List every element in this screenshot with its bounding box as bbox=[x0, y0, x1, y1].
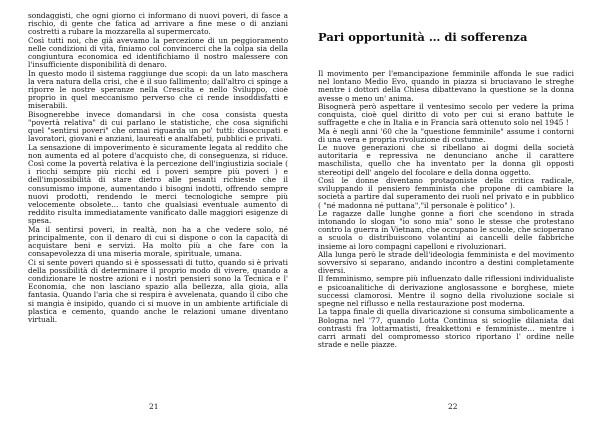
paragraph: Così tutti noi, che già avevamo la percezione di un peggioramento nelle condizioni di vita, finiamo col convincerci che la colpa sia della congiuntura economica ed identifichiamo il nostro malessere con l'insufficiente disponibilità di denaro. bbox=[28, 35, 288, 70]
page-number-left: 21 bbox=[149, 402, 159, 411]
paragraph: Ma è negli anni '60 che la "questione femminile" assume i contorni di una vera e propria rivoluzione di costume. bbox=[318, 126, 574, 144]
paragraph: La tappa finale di quella divaricazione si consuma simbolicamente a Bologna nel '77, quando Lotta Continua si scioglie dilaniata dai contrasti fra lottarmatisti, freakkettoni e femministe… mentre i carri armati del compromesso storico riportano l' ordine nelle strade e nelle piazze. bbox=[318, 307, 574, 350]
paragraph: Le nuove generazioni che si ribellano ai dogmi della società autoritaria e repressiva ne denunciano anche il carattere maschilista, quello che ha inventato per la donna gli opposti stereotipi dell' angelo del focolare e della donna oggetto. bbox=[318, 142, 574, 177]
paragraph: Alla lunga però le strade dell'ideologia femminista e del movimento sovversivo si separano, andando incontro a destini completamente diversi. bbox=[318, 249, 574, 276]
paragraph: Ci si sente poveri quando si è spossessati di tutto, quando si è privati della possibilità di determinare il proprio modo di vivere, quando a condizionare le nostre azioni e i nostri pensieri sono la Tecnica e l' Economia, che non lasciano spazio alla bellezza, alla gioia, alla fantasia. Quando l'aria che si respira è avvelenata, quando il cibo che si mangia è insipido, quando ci si muove in un ambiente artificiale di plastica e cemento, quando anche le relazioni umane diventano virtuali. bbox=[28, 257, 288, 325]
right-page-body bbox=[318, 70, 574, 349]
paragraph: In questo modo il sistema raggiunge due scopi: da un lato maschera la vera natura della crisi, che è il suo fallimento; dall'altro ci spinge a riporre le nostre speranze nella Crescita e nello Sviluppo, cioè proprio in quel meccanismo perverso che ci rende insoddisfatti e miserabili. bbox=[28, 68, 288, 111]
paragraph: Le ragazze dalle lunghe gonne a fiori che scendono in strada intonando lo slogan "io sono mia" sono le stesse che protestano contro la guerra in Vietnam, che occupano le scuole, che scioperano a scuola o distribuiscono volantini ai cancelli delle fabbriche insieme ai loro compagni capelloni e rivoluzionari. bbox=[318, 208, 574, 251]
left-page-body bbox=[28, 12, 288, 324]
paragraph: Così le donne diventano protagoniste della critica radicale, sviluppando il pensiero femminista che propone di cambiare la società a partire dal superamento dei ruoli nel privato e in pubblico ( "né madonna né puttana","il personale è politico" ). bbox=[318, 175, 574, 210]
paragraph: Ma il sentirsi poveri, in realtà, non ha a che vedere solo, né principalmente, con il denaro di cui si dispone o con la capacità di acquistare beni e servizi. Ha molto più a che fare con la consapevolezza di una miseria morale, spirituale, umana. bbox=[28, 224, 288, 259]
paragraph: Il femminismo, sempre più influenzato dalle riflessioni individualiste e psicoanalitiche di derivazione anglosassone e borghese, miete successi clamorosi. Mentre il sogno della rivoluzione sociale si spegne nel riflusso e nella restaurazione post moderna. bbox=[318, 274, 574, 309]
left-page bbox=[28, 0, 288, 324]
paragraph: La sensazione di impoverimento è sicuramente legata al reddito che non aumenta ed al potere d'acquisto che, di conseguenza, si riduce. Così come la povertà relativa è la percezione dell'ingiustizia sociale ( i ricchi sempre più ricchi ed i poveri sempre più poveri ) e dell'impossibilità di stare dietro alle pesanti richieste che il consumismo impone, aumentando i bisogni indotti, offrendo sempre nuovi prodotti, rendendo le merci tecnologiche sempre più velocemente obsolete… tanto che qualsiasi eventuale aumento di reddito risulta immediatamente vanificato dalle maggiori esigenze di spesa. bbox=[28, 142, 288, 226]
paragraph: Il movimento per l'emancipazione femminile affonda le sue radici nel lontano Medio Evo, quando in piazza si bruciavano le streghe mentre i dottori della Chiesa dibattevano la questione se la donna avesse o meno un' anima. bbox=[318, 69, 574, 103]
page-number-right: 22 bbox=[448, 402, 458, 411]
paragraph: sondaggisti, che ogni giorno ci informano di nuovi poveri, di fasce a rischio, di gente che fatica ad arrivare a fine mese o di anziani costretti a rubare la mozzarella al supermercato. bbox=[28, 11, 288, 37]
paragraph: Bisognerebbe invece domandarsi in che cosa consista questa "povertà relativa" di cui parlano le statistiche, che cosa significhi quel "sentirsi poveri" che ormai riguarda un po' tutti: disoccupati e lavoratori, giovani e anziani, laureati e analfabeti, pubblici e privati. bbox=[28, 109, 288, 144]
chapter-title: Pari opportunità … di sofferenza bbox=[318, 30, 528, 44]
paragraph: Bisognerà però aspettare il ventesimo secolo per vedere la prima conquista, cioè quel diritto di voto per cui si erano battute le suffragette e che in Italia e in Francia sarà ottenuto solo nel 1945 ! bbox=[318, 101, 574, 128]
